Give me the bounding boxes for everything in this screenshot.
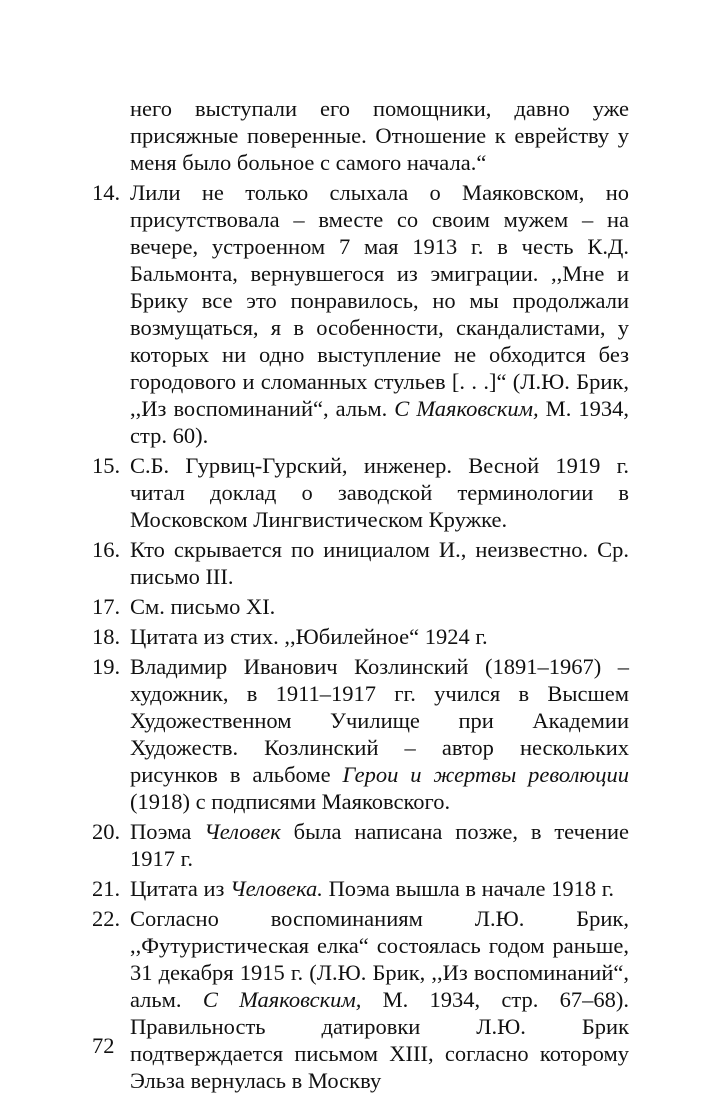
note-15 — [92, 452, 629, 533]
note-19 — [92, 653, 629, 815]
note-14 — [92, 179, 629, 449]
note-18 — [92, 623, 629, 650]
note-text: Цитата из Человека. Поэма вышла в начале 1918 г. — [130, 876, 615, 901]
note-number: 16. — [92, 537, 121, 562]
note-number: 20. — [92, 819, 121, 844]
note-text: См. письмо XI. — [130, 594, 276, 619]
note-22 — [92, 905, 629, 1094]
note-number: 22. — [92, 906, 121, 931]
italic-title: Герои и жертвы революции — [342, 762, 629, 787]
note-text: Цитата из стих. ,,Юбилейное“ 1924 г. — [130, 624, 488, 649]
italic-title: Человека. — [230, 876, 323, 901]
note-number: 15. — [92, 453, 121, 478]
italic-title: Человек — [204, 819, 281, 844]
note-text: Владимир Иванович Козлинский (1891–1967) – художник, в 1911–1917 гг. учился в Высшем Художественном Училище при Академии Художеств. Козлинский – автор нескольких рисунков в альбоме Герои и жертвы революции (1918) с подписями Маяковского. — [130, 654, 629, 814]
italic-title: С Маяковским, — [202, 987, 362, 1012]
note-text: него выступали его помощники, давно уже присяжные поверенные. Отношение к еврейству у меня было больное с самого начала.“ — [130, 96, 629, 175]
endnotes-block — [92, 95, 629, 1097]
note-16 — [92, 536, 629, 590]
note-17 — [92, 593, 629, 620]
page-number: 72 — [92, 1033, 115, 1058]
note-text: Поэма Человек была написана позже, в течение 1917 г. — [130, 819, 629, 871]
note-21 — [92, 875, 629, 902]
note-number: 19. — [92, 654, 121, 679]
note-number: 18. — [92, 624, 121, 649]
italic-title: С Маяковским, — [394, 396, 539, 421]
note-number: 21. — [92, 876, 121, 901]
note-number: 17. — [92, 594, 121, 619]
note-continuation — [92, 95, 629, 176]
note-text: С.Б. Гурвиц-Гурский, инженер. Весной 1919 г. читал доклад о заводской терминологии в Московском Лингвистическом Кружке. — [130, 453, 629, 532]
note-20 — [92, 818, 629, 872]
note-text: Согласно воспоминаниям Л.Ю. Брик, ,,Футуристическая елка“ состоялась годом раньше, 31 декабря 1915 г. (Л.Ю. Брик, ,,Из воспоминаний“, альм. С Маяковским, М. 1934, стр. 67–68). Правильность датировки Л.Ю. Брик подтверждается письмом XIII, согласно которому Эльза вернулась в Москву — [130, 906, 630, 1093]
note-text: Лили не только слыхала о Маяковском, но присутствовала – вместе со своим мужем – на вечере, устроенном 7 мая 1913 г. в честь К.Д. Бальмонта, вернувшегося из эмиграции. ,,Мне и Брику все это понравилось, но мы продолжали возмущаться, я в особенности, скандалистами, у которых ни одно выступление не обходится без городового и сломанных стульев [. . .]“ (Л.Ю. Брик, ,,Из воспоминаний“, альм. С Маяковским, М. 1934, стр. 60). — [130, 180, 629, 448]
note-number: 14. — [92, 180, 121, 205]
note-text: Кто скрывается по инициалом И., неизвестно. Ср. письмо III. — [130, 537, 629, 589]
